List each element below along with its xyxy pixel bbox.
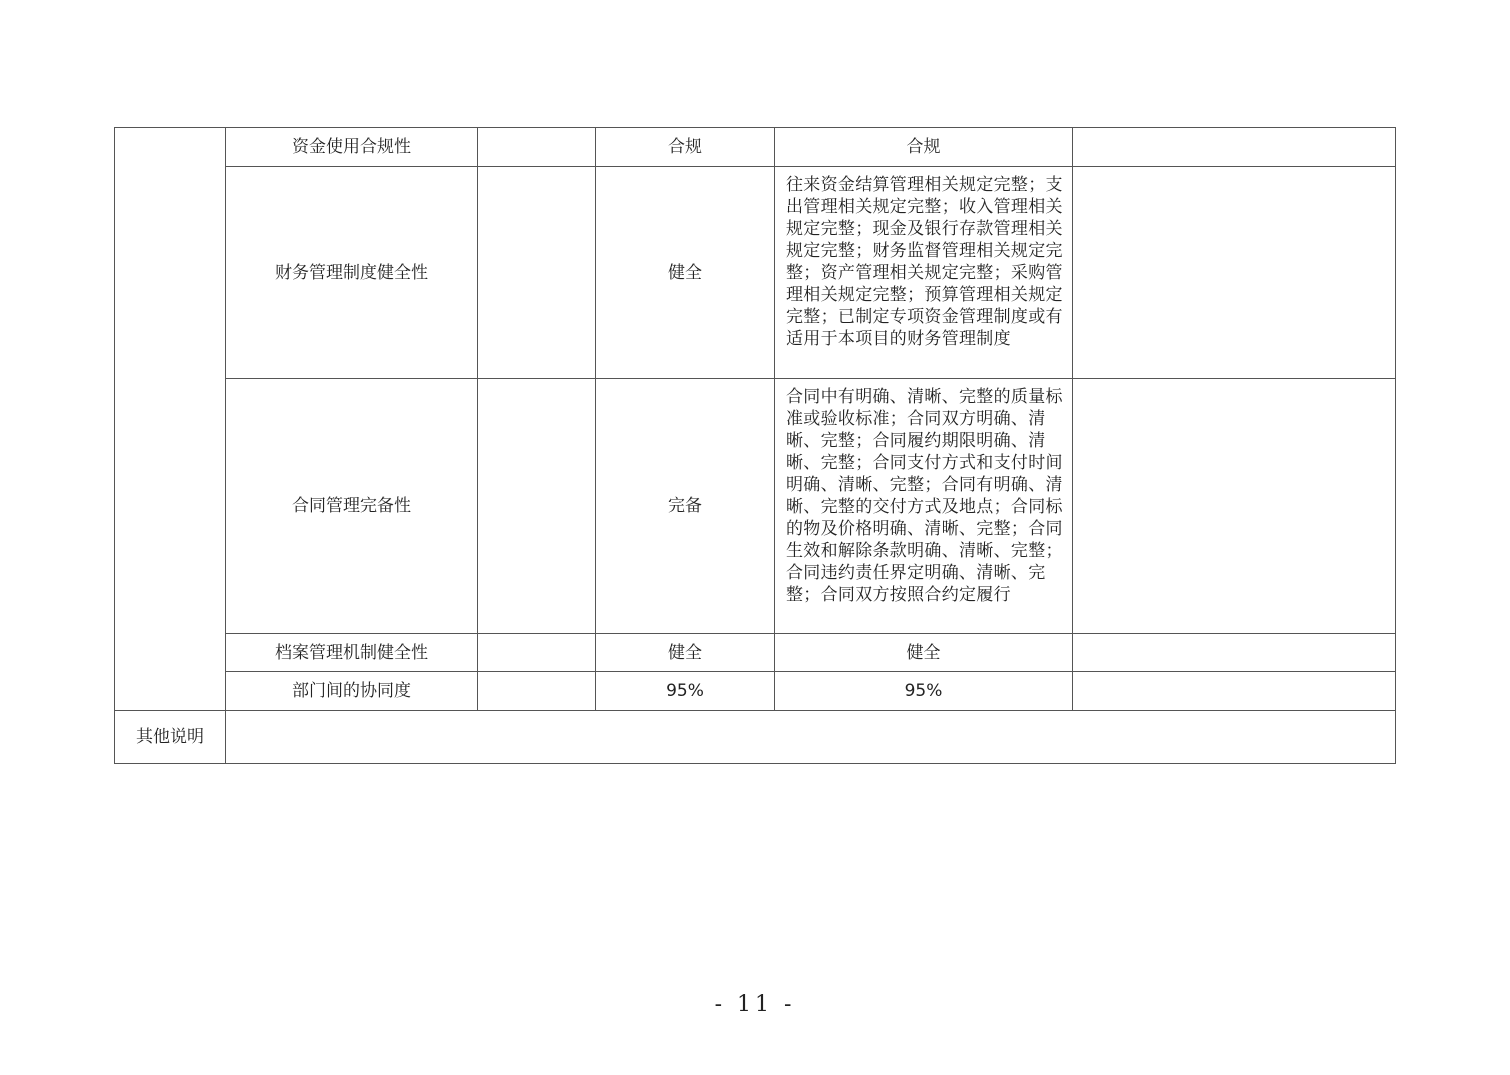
target-cell: 完备 <box>596 379 775 634</box>
other-notes-value <box>226 711 1396 764</box>
actual-cell: 健全 <box>775 634 1073 672</box>
remark-cell <box>1073 672 1396 711</box>
actual-cell: 合同中有明确、清晰、完整的质量标准或验收标准；合同双方明确、清晰、完整；合同履约期限明确、清晰、完整；合同支付方式和支付时间明确、清晰、完整；合同有明确、清晰、完整的交付方式及地点；合同标的物及价格明确、清晰、完整；合同生效和解除条款明确、清晰、完整；合同违约责任界定明确、清晰、完整；合同双方按照合约定履行 <box>775 379 1073 634</box>
remark-cell <box>1073 128 1396 167</box>
actual-cell: 95% <box>775 672 1073 711</box>
remark-cell <box>1073 379 1396 634</box>
blank-cell <box>478 167 596 379</box>
table-row <box>115 634 1396 672</box>
target-cell: 健全 <box>596 167 775 379</box>
indicator-cell: 资金使用合规性 <box>226 128 478 167</box>
page-number: - 11 - <box>714 992 796 1017</box>
table-row <box>115 711 1396 764</box>
indicator-cell: 部门间的协同度 <box>226 672 478 711</box>
table-row <box>115 128 1396 167</box>
actual-cell: 往来资金结算管理相关规定完整；支出管理相关规定完整；收入管理相关规定完整；现金及银行存款管理相关规定完整；财务监督管理相关规定完整；资产管理相关规定完整；采购管理相关规定完整；预算管理相关规定完整；已制定专项资金管理制度或有适用于本项目的财务管理制度 <box>775 167 1073 379</box>
category-cell <box>115 128 226 711</box>
blank-cell <box>478 128 596 167</box>
blank-cell <box>478 672 596 711</box>
actual-cell: 合规 <box>775 128 1073 167</box>
indicator-cell: 合同管理完备性 <box>226 379 478 634</box>
target-cell: 健全 <box>596 634 775 672</box>
indicator-table <box>114 127 1396 764</box>
target-cell: 合规 <box>596 128 775 167</box>
other-notes-label: 其他说明 <box>115 711 226 764</box>
indicator-cell: 档案管理机制健全性 <box>226 634 478 672</box>
blank-cell <box>478 379 596 634</box>
remark-cell <box>1073 167 1396 379</box>
indicator-cell: 财务管理制度健全性 <box>226 167 478 379</box>
table-row <box>115 672 1396 711</box>
table-row <box>115 167 1396 379</box>
table-row <box>115 379 1396 634</box>
remark-cell <box>1073 634 1396 672</box>
blank-cell <box>478 634 596 672</box>
target-cell: 95% <box>596 672 775 711</box>
